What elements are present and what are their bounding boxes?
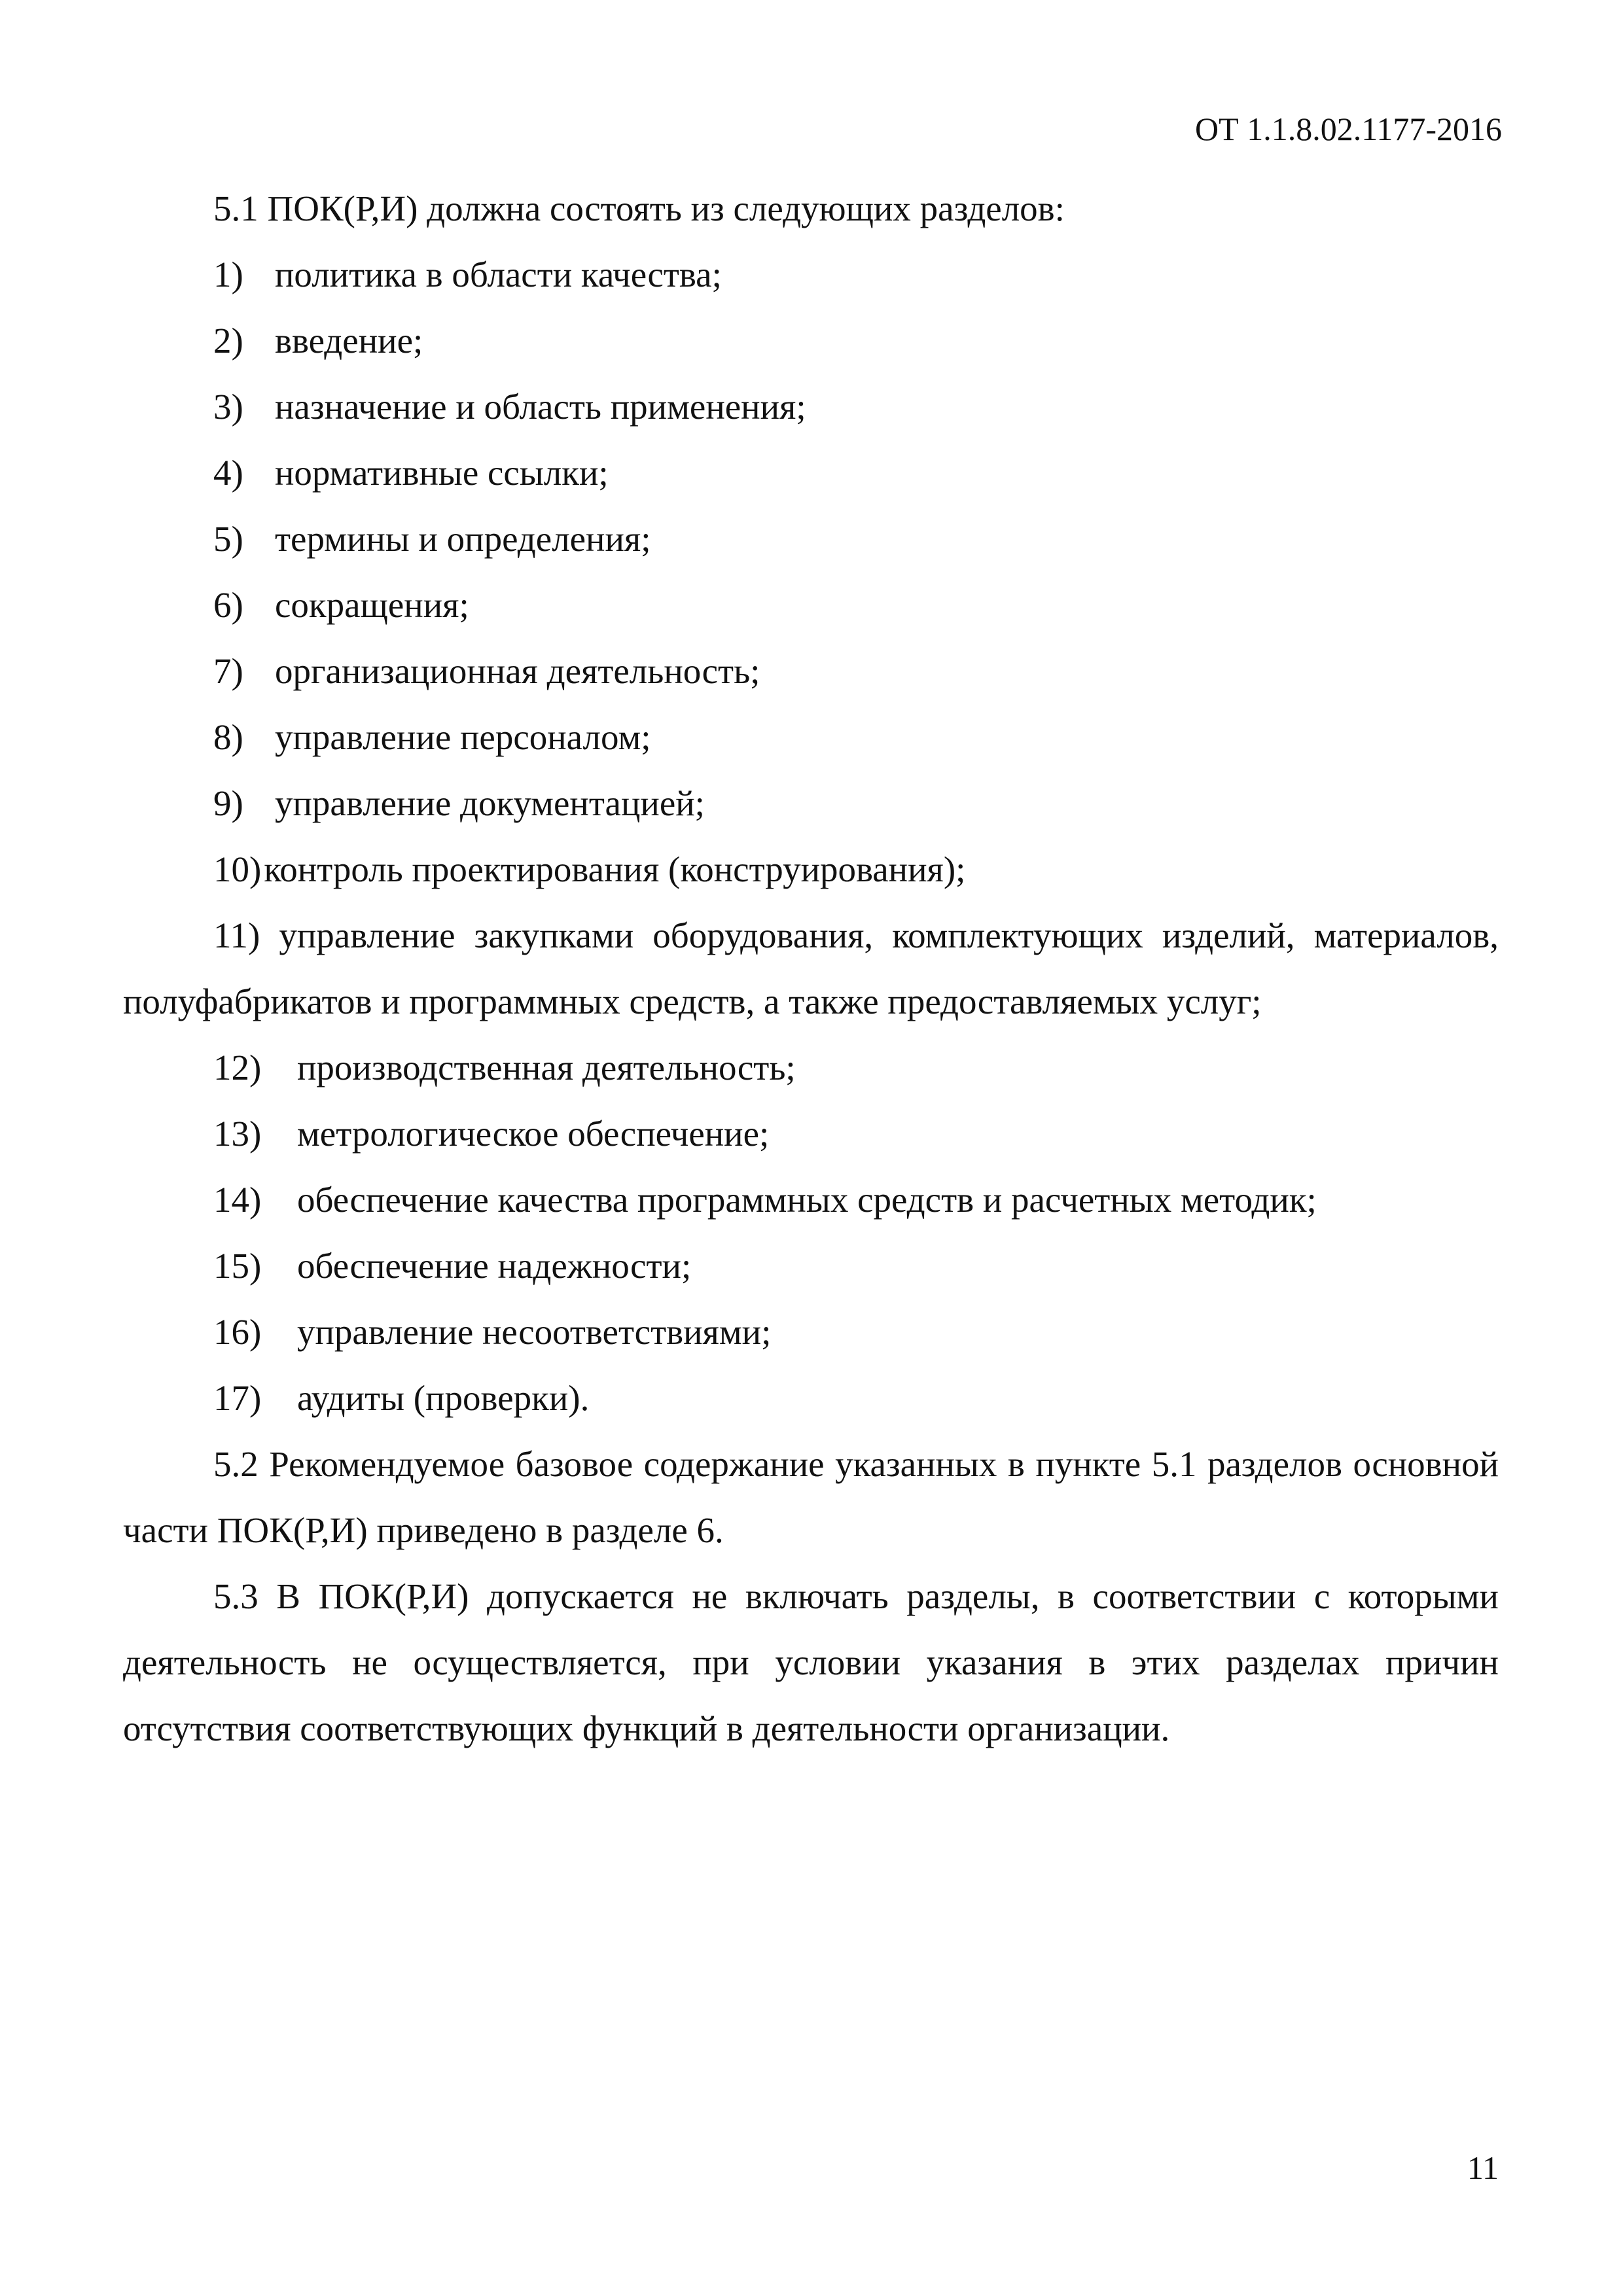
list-item-number: 16)	[213, 1312, 262, 1352]
list-item-text: организационная деятельность;	[275, 651, 760, 691]
list-item-text: метрологическое обеспечение;	[297, 1114, 770, 1154]
list-item	[123, 308, 1499, 374]
list-item-number: 7)	[213, 651, 243, 691]
list-item	[123, 506, 1499, 572]
list-item-text: назначение и область применения;	[275, 387, 806, 427]
document-code: ОТ 1.1.8.02.1177-2016	[1195, 111, 1502, 147]
list-item-text: управление персоналом;	[275, 717, 651, 757]
list-item-text: управление закупками оборудования, комплектующих изделий, материалов, полуфабрикатов и программных средств, а также предоставляемых услуг;	[123, 915, 1499, 1021]
list-item	[123, 572, 1499, 638]
list-item-text: нормативные ссылки;	[275, 453, 609, 493]
list-item-text: контроль проектирования (конструирования);	[264, 849, 966, 889]
list-item-number: 12)	[213, 1048, 262, 1087]
list-item-text: управление документацией;	[275, 783, 705, 823]
list-item-text: обеспечение качества программных средств и расчетных методик;	[297, 1180, 1317, 1220]
list-item-number: 10)	[213, 849, 262, 889]
page-number: 11	[1467, 2149, 1499, 2186]
list-item-text: обеспечение надежности;	[297, 1246, 692, 1286]
list-item-number: 11)	[213, 915, 260, 955]
list-item	[123, 1101, 1499, 1167]
list-item-wrapped	[123, 902, 1499, 1034]
list-item	[123, 241, 1499, 308]
list-item-text: аудиты (проверки).	[297, 1378, 590, 1418]
document-body	[123, 175, 1499, 1761]
list-item-text: производственная деятельность;	[297, 1048, 796, 1087]
list-item-text: политика в области качества;	[275, 255, 722, 294]
list-item-number: 14)	[213, 1180, 262, 1220]
list-item-number: 2)	[213, 321, 243, 361]
list-item-text: сокращения;	[275, 585, 469, 625]
list-item-number: 4)	[213, 453, 243, 493]
list-item	[123, 1167, 1499, 1233]
list-item	[123, 704, 1499, 770]
list-item-number: 1)	[213, 255, 243, 294]
section-5-1-intro: 5.1 ПОК(Р,И) должна состоять из следующих разделов:	[213, 188, 1065, 228]
list-item	[123, 1365, 1499, 1431]
list-item	[123, 836, 1499, 902]
list-item-number: 9)	[213, 783, 243, 823]
section-5-3-paragraph: 5.3 В ПОК(Р,И) допускается не включать разделы, в соответствии с которыми деятельность не осуществляется, при условии указания в этих разделах причин отсутствия соответствующих функций в деятельности организации.	[123, 1576, 1499, 1748]
list-item	[123, 440, 1499, 506]
list-item	[123, 770, 1499, 836]
list-item-number: 17)	[213, 1378, 262, 1418]
list-item	[123, 1233, 1499, 1299]
list-item-number: 15)	[213, 1246, 262, 1286]
list-item-number: 5)	[213, 519, 243, 559]
list-item-number: 13)	[213, 1114, 262, 1154]
section-5-2-paragraph: 5.2 Рекомендуемое базовое содержание указанных в пункте 5.1 разделов основной части ПОК(Р,И) приведено в разделе 6.	[123, 1444, 1499, 1550]
list-item-text: управление несоответствиями;	[297, 1312, 772, 1352]
list-item	[123, 374, 1499, 440]
list-item-number: 3)	[213, 387, 243, 427]
list-item	[123, 638, 1499, 704]
list-item	[123, 1034, 1499, 1101]
list-item-text: введение;	[275, 321, 423, 361]
list-item-text: термины и определения;	[275, 519, 651, 559]
list-item	[123, 1299, 1499, 1365]
list-item-number: 8)	[213, 717, 243, 757]
list-item-number: 6)	[213, 585, 243, 625]
